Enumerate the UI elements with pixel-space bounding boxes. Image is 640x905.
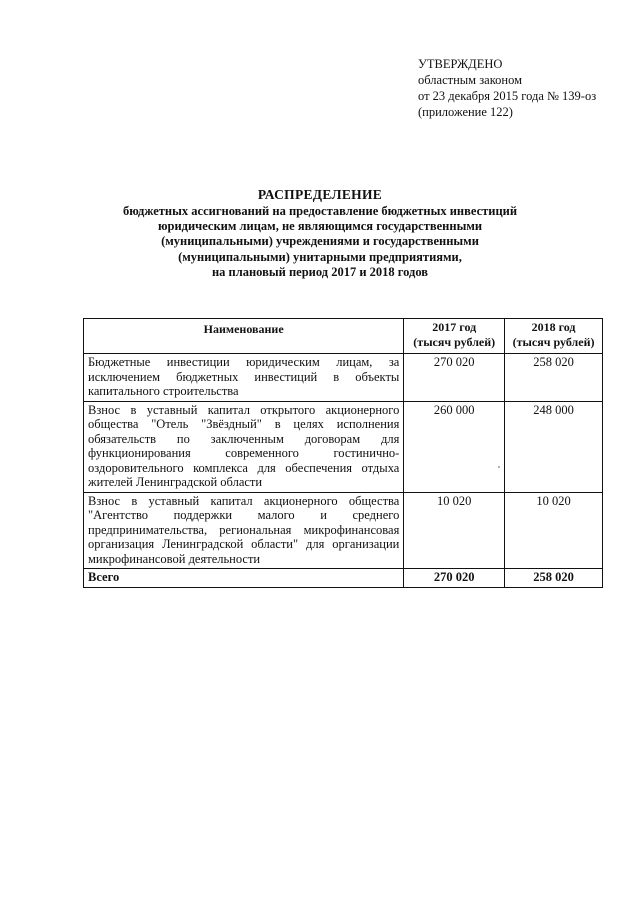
title-line: юридическим лицам, не являющимся государственными: [157, 219, 483, 234]
row-value-2017: 260 000: [404, 401, 505, 492]
row-value-2018: 258 020: [505, 354, 603, 402]
title-line: на плановый период 2017 и 2018 годов: [211, 264, 429, 279]
title-line: (муниципальными) учреждениями и государственными: [161, 234, 479, 249]
table-header-row: [84, 319, 603, 354]
approval-stamp: [418, 56, 596, 120]
column-header-2018: [505, 319, 603, 354]
row-name: Бюджетные инвестиции юридическим лицам, за исключением бюджетных инвестиций в объекты капитального строительства: [84, 354, 404, 402]
column-header-2017-year: 2017 год: [432, 320, 477, 334]
approval-line: (приложение 122): [418, 105, 513, 119]
column-header-name-label: Наименование: [203, 322, 284, 336]
title-line: бюджетных ассигнований на предоставление бюджетных инвестиций: [122, 204, 518, 218]
title-heading: РАСПРЕДЕЛЕНИЕ: [257, 187, 383, 202]
budget-table: [83, 318, 603, 588]
total-value-2018: 258 020: [505, 569, 603, 588]
column-header-2017: [404, 319, 505, 354]
approval-line: от 23 декабря 2015 года № 139-оз: [418, 89, 597, 103]
row-value-2018: 10 020: [505, 492, 603, 569]
document-title: [0, 186, 640, 280]
table-row: [84, 401, 603, 492]
row-value-2018: 248 000: [505, 401, 603, 492]
row-value-2017: 270 020: [404, 354, 505, 402]
row-name: Взнос в уставный капитал открытого акционерного общества "Отель "Звёздный" в целях исполнения обязательств по заключенным договорам для функционирования современного гостинично-оздоровительного комплекса для обеспечения отдыха жителей Ленинградской области: [84, 401, 404, 492]
approval-line: УТВЕРЖДЕНО: [418, 57, 503, 71]
table-row: [84, 492, 603, 569]
table-row: [84, 354, 603, 402]
row-value-2017: 10 020: [404, 492, 505, 569]
column-header-name: [84, 319, 404, 354]
row-name: Взнос в уставный капитал акционерного общества "Агентство поддержки малого и среднего предпринимательства, региональная микрофинансовая организация Ленинградской области" для организации микрофинансовой деятельности: [84, 492, 404, 569]
total-value-2017: 270 020: [404, 569, 505, 588]
column-header-2018-unit: (тысяч рублей): [512, 334, 595, 349]
title-line: (муниципальными) унитарными предприятиями,: [178, 249, 462, 264]
scan-speck: [498, 466, 500, 468]
approval-line: областным законом: [418, 73, 523, 87]
total-label: Всего: [84, 569, 404, 588]
table-total-row: [84, 569, 603, 588]
column-header-2017-unit: (тысяч рублей): [413, 334, 496, 349]
column-header-2018-year: 2018 год: [531, 320, 576, 334]
